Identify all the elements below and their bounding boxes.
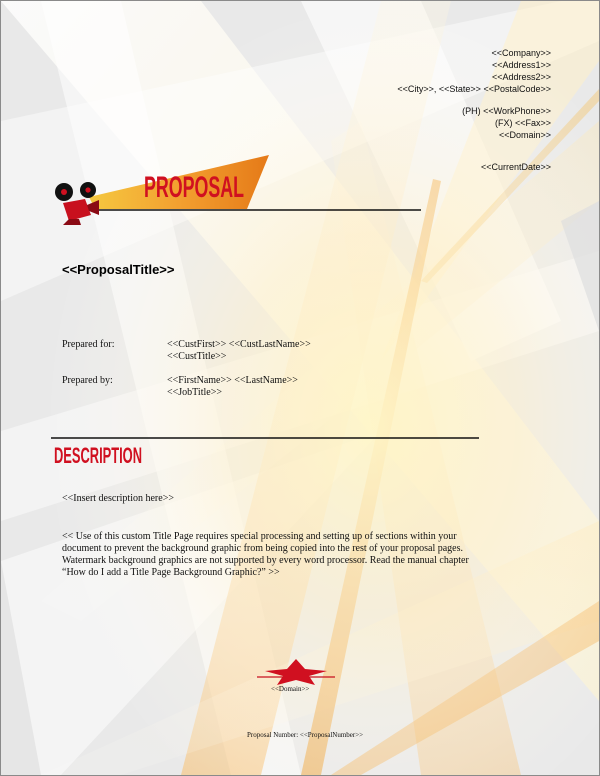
address-line-2: <<Address2>> (491, 72, 551, 82)
description-line: document to prevent the background graphic from being copied into the rest of your proposal pages. (62, 543, 463, 554)
address-line-1: <<Address1>> (491, 60, 551, 70)
proposal-logo (51, 153, 421, 225)
prepared-by-label: Prepared by: (62, 375, 113, 386)
prepared-for-label: Prepared for: (62, 339, 115, 350)
description-line: << Use of this custom Title Page requires special processing and setting up of sections within your (62, 531, 457, 542)
prepared-for-title: <<CustTitle>> (167, 351, 227, 362)
proposal-title: <<ProposalTitle>> (62, 262, 175, 277)
footer-domain: <<Domain>> (271, 685, 310, 693)
company-domain: <<Domain>> (498, 130, 551, 140)
work-phone: (PH) <<WorkPhone>> (462, 106, 551, 116)
description-body (62, 531, 522, 579)
description-heading (51, 435, 481, 469)
logo-text: PROPOSAL (144, 171, 244, 204)
description-heading-text: DESCRIPTION (54, 443, 142, 468)
film-projector-icon (55, 182, 99, 225)
star-ornament-icon (257, 659, 335, 685)
prepared-by-name: <<FirstName>> <<LastName>> (167, 375, 298, 386)
proposal-number: Proposal Number: <<ProposalNumber>> (247, 731, 364, 739)
description-line: Watermark background graphics are not supported by every word processor. Read the manual chapter (62, 555, 469, 566)
description-line: “How do I add a Title Page Background Graphic?” >> (62, 567, 280, 578)
fax-number: (FX) <<Fax>> (494, 118, 551, 128)
description-insert: <<Insert description here>> (62, 493, 174, 504)
prepared-by-title: <<JobTitle>> (167, 387, 222, 398)
company-name: <<Company>> (491, 48, 551, 58)
city-state-postal: <<City>>, <<State>> <<PostalCode>> (397, 84, 551, 94)
prepared-for-name: <<CustFirst>> <<CustLastName>> (167, 339, 311, 350)
current-date: <<CurrentDate>> (480, 162, 551, 172)
